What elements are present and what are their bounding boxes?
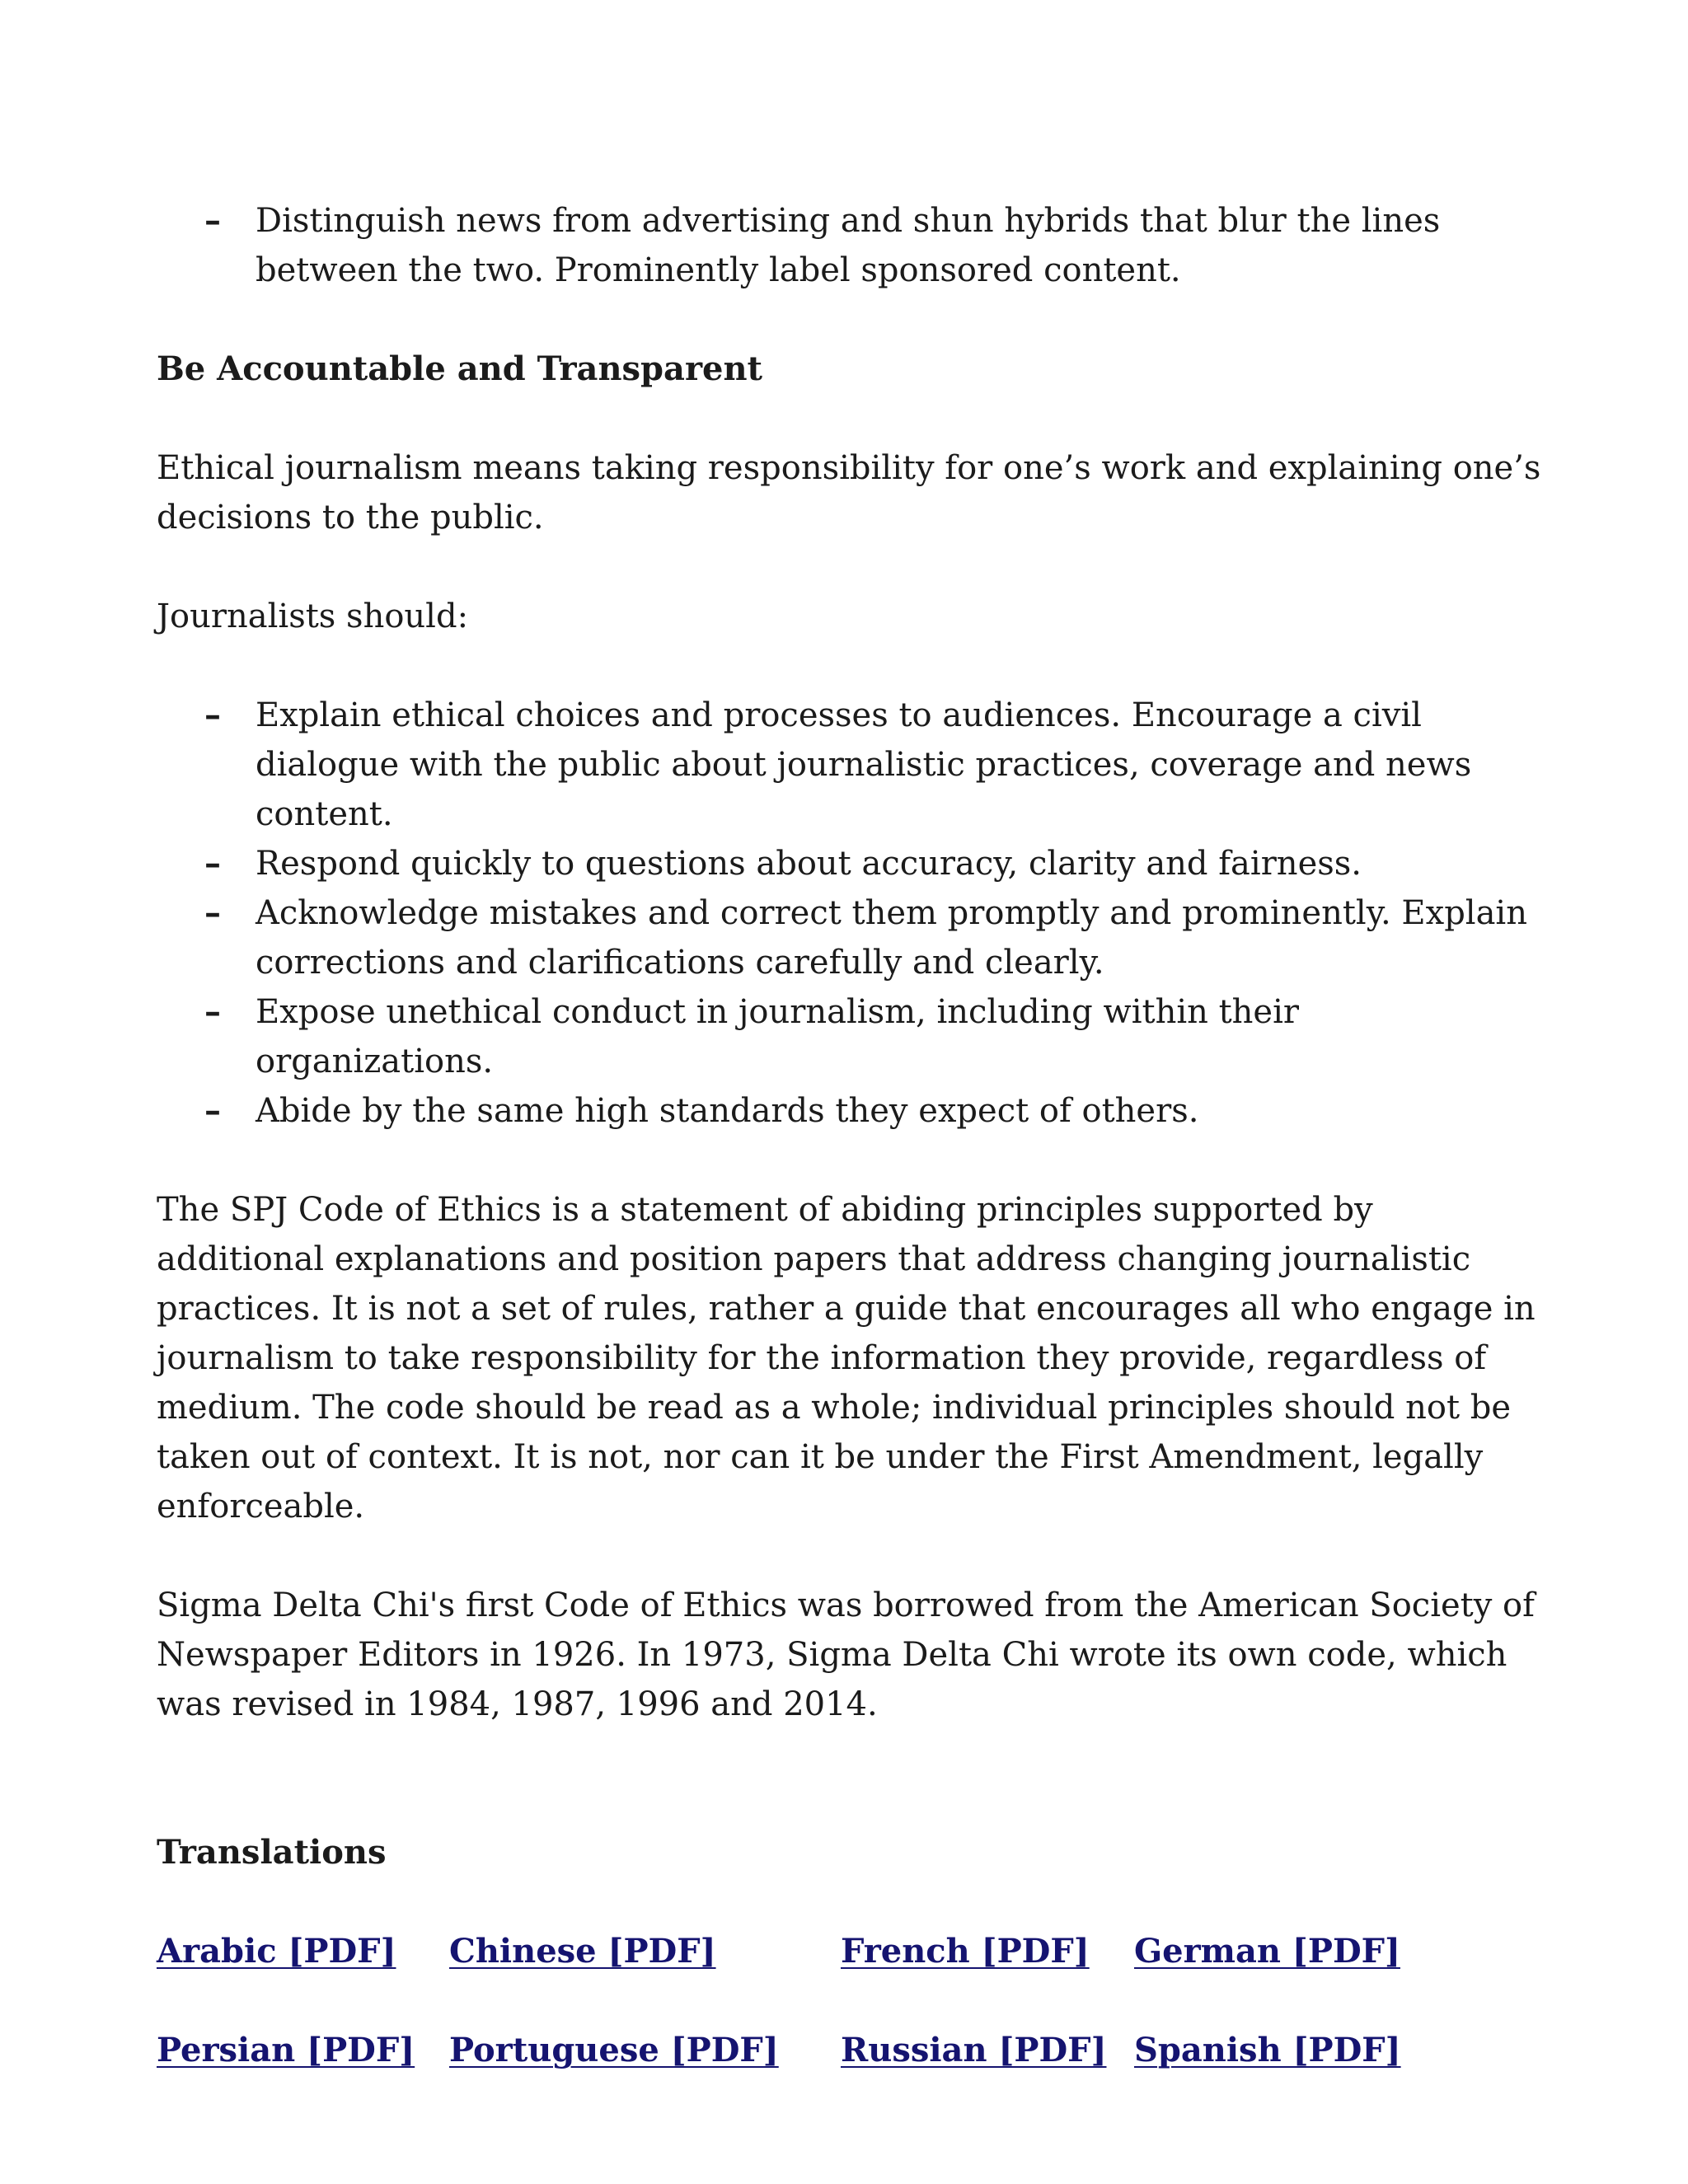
code-statement-paragraph: The SPJ Code of Ethics is a statement of abiding principles supported by additional explanations and position papers that address changing journalistic practices. It is not a set of rules, rather a guide that encourages all who engage in journalism to take responsibility for the information they provide, regardless of medium. The code should be read as a whole; individual principles should not be taken out of context. It is not, nor can it be under the First Amendment, legally enforceable. [157, 1191, 1536, 1526]
document-page [157, 196, 1541, 2075]
translation-link-spanish[interactable]: Spanish [PDF] [1134, 2031, 1401, 2069]
intro-bullet-list [157, 196, 1541, 295]
translation-link-persian[interactable]: Persian [PDF] [157, 2031, 415, 2069]
list-item-text: Expose unethical conduct in journalism, including within their organizations. [256, 993, 1300, 1080]
list-item-text: Abide by the same high standards they expect of others. [256, 1092, 1199, 1130]
dash-bullet: – [204, 992, 221, 1031]
translations-row [157, 1927, 1541, 1976]
dash-bullet: – [204, 1091, 221, 1130]
list-item [157, 987, 1541, 1086]
dash-bullet: – [204, 696, 221, 734]
translation-link-french[interactable]: French [PDF] [841, 1932, 1090, 1971]
section-heading-translations: Translations [157, 1833, 387, 1872]
list-item [157, 888, 1541, 987]
list-item-text: Acknowledge mistakes and correct them promptly and prominently. Explain corrections and clarifications carefully and clearly. [256, 894, 1527, 982]
section-heading-accountable: Be Accountable and Transparent [157, 349, 763, 388]
list-item-text: Explain ethical choices and processes to audiences. Encourage a civil dialogue with the public about journalistic practices, coverage and news content. [256, 696, 1472, 833]
dash-bullet: – [204, 201, 221, 240]
translation-link-chinese[interactable]: Chinese [PDF] [449, 1932, 716, 1971]
translation-link-german[interactable]: German [PDF] [1134, 1932, 1400, 1971]
translation-link-arabic[interactable]: Arabic [PDF] [157, 1932, 396, 1971]
code-history-paragraph: Sigma Delta Chi's first Code of Ethics was borrowed from the American Society of Newspaper Editors in 1926. In 1973, Sigma Delta Chi wrote its own code, which was revised in 1984, 1987, 1996 and 2014. [157, 1586, 1535, 1723]
translations-row [157, 2026, 1541, 2075]
list-item [157, 691, 1541, 839]
translations-grid [157, 1927, 1541, 2075]
list-item [157, 839, 1541, 888]
list-item [157, 196, 1541, 295]
translation-link-russian[interactable]: Russian [PDF] [841, 2031, 1107, 2069]
dash-bullet: – [204, 844, 221, 883]
accountable-lead-text: Journalists should: [157, 598, 469, 635]
list-item [157, 1086, 1541, 1136]
translation-link-portuguese[interactable]: Portuguese [PDF] [449, 2031, 779, 2069]
accountable-bullet-list [157, 691, 1541, 1136]
list-item-text: Respond quickly to questions about accuracy, clarity and fairness. [256, 845, 1362, 883]
dash-bullet: – [204, 893, 221, 932]
accountable-intro-paragraph: Ethical journalism means taking responsibility for one’s work and explaining one’s decisions to the public. [157, 449, 1541, 537]
list-item-text: Distinguish news from advertising and shun hybrids that blur the lines between the two. Prominently label sponsored content. [256, 202, 1441, 289]
